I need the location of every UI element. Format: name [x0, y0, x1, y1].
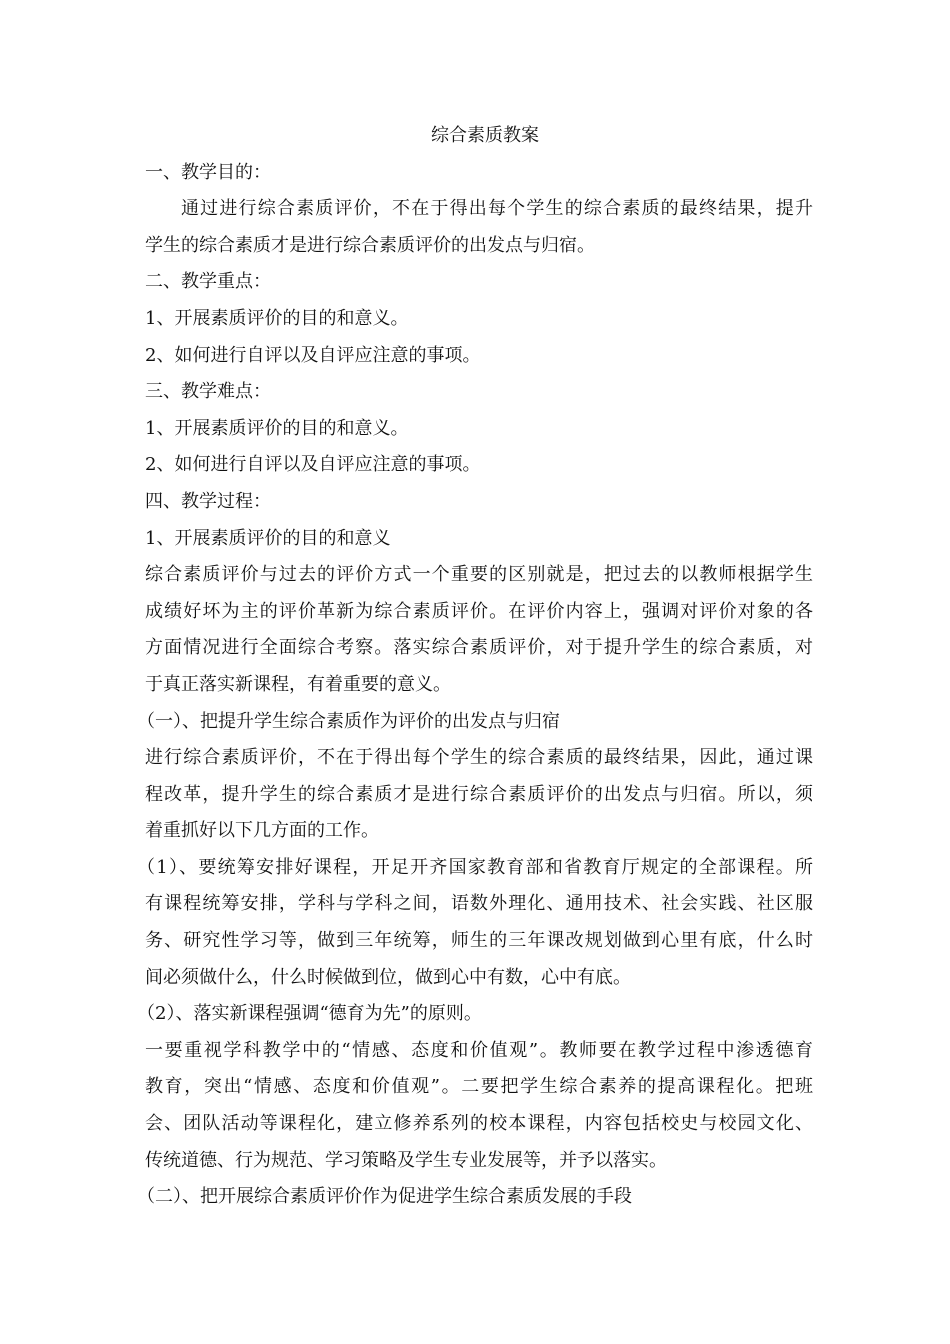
paragraph-line: 间必须做什么，什么时候做到位，做到心中有数，心中有底。	[145, 966, 631, 988]
section-heading-process: 四、教学过程：	[145, 490, 271, 512]
paragraph-line: 教育，突出“情感、态度和价值观”。二要把学生综合素养的提高课程化。把班	[145, 1076, 813, 1098]
list-item: 1、开展素质评价的目的和意义。	[145, 307, 409, 329]
section-heading-objectives: 一、教学目的：	[145, 161, 271, 183]
subsection-heading: （一）、把提升学生综合素质作为评价的出发点与归宿	[137, 710, 560, 732]
subsection-heading: 1、开展素质评价的目的和意义	[145, 527, 391, 549]
paragraph-line: 着重抓好以下几方面的工作。	[145, 820, 379, 842]
paragraph-line: （1）、要统筹安排好课程，开足开齐国家教育部和省教育厅规定的全部课程。所	[137, 856, 813, 878]
subsection-heading: （2）、落实新课程强调“德育为先”的原则。	[137, 1003, 482, 1025]
paragraph-line: 通过进行综合素质评价，不在于得出每个学生的综合素质的最终结果，提升	[181, 198, 813, 220]
paragraph-line: 有课程统筹安排，学科与学科之间，语数外理化、通用技术、社会实践、社区服	[145, 893, 813, 915]
list-item: 2、如何进行自评以及自评应注意的事项。	[145, 454, 481, 476]
section-heading-difficulties: 三、教学难点：	[145, 381, 271, 403]
section-heading-key-points: 二、教学重点：	[145, 271, 271, 293]
list-item: 2、如何进行自评以及自评应注意的事项。	[145, 344, 481, 366]
paragraph-line: 程改革，提升学生的综合素质才是进行综合素质评价的出发点与归宿。所以，须	[145, 783, 813, 805]
paragraph-line: 进行综合素质评价，不在于得出每个学生的综合素质的最终结果，因此，通过课	[145, 747, 813, 769]
paragraph-line: 综合素质评价与过去的评价方式一个重要的区别就是，把过去的以教师根据学生	[145, 564, 813, 586]
paragraph-line: 于真正落实新课程，有着重要的意义。	[145, 673, 451, 695]
paragraph-line: 务、研究性学习等，做到三年统筹，师生的三年课改规划做到心里有底，什么时	[145, 930, 813, 952]
document-title: 综合素质教案	[431, 125, 539, 146]
paragraph-line: 成绩好坏为主的评价革新为综合素质评价。在评价内容上，强调对评价对象的各	[145, 600, 813, 622]
paragraph-line: 会、团队活动等课程化，建立修养系列的校本课程，内容包括校史与校园文化、	[145, 1113, 813, 1135]
document-body	[137, 118, 813, 1216]
paragraph-line: 学生的综合素质才是进行综合素质评价的出发点与归宿。	[145, 234, 595, 256]
list-item: 1、开展素质评价的目的和意义。	[145, 417, 409, 439]
subsection-heading: （二）、把开展综合素质评价作为促进学生综合素质发展的手段	[137, 1186, 632, 1208]
paragraph-line: 一要重视学科教学中的“情感、态度和价值观”。教师要在教学过程中渗透德育	[145, 1039, 813, 1061]
paragraph-line: 传统道德、行为规范、学习策略及学生专业发展等，并予以落实。	[145, 1149, 667, 1171]
paragraph-line: 方面情况进行全面综合考察。落实综合素质评价，对于提升学生的综合素质，对	[145, 637, 813, 659]
